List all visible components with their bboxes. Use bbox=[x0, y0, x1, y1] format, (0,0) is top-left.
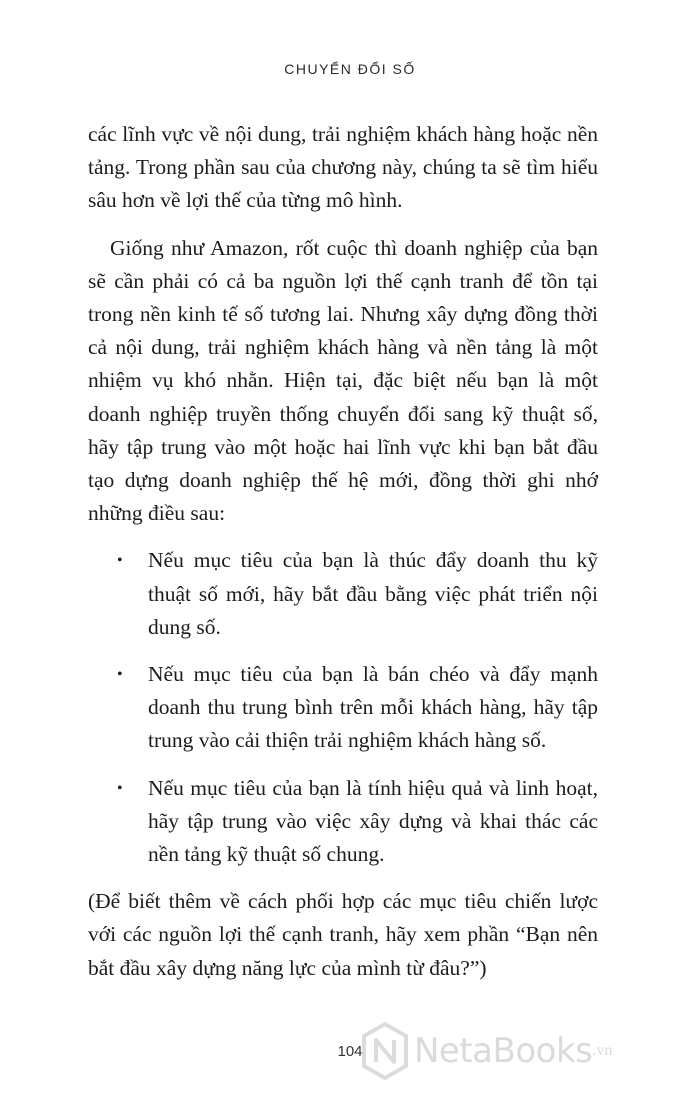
paragraph-closing-note: (Để biết thêm về cách phối hợp các mục tiêu chiến lược với các nguồn lợi thế cạnh tranh, hãy xem phần “Bạn nên bắt đầu xây dựng năng lực của mình từ đâu?”) bbox=[88, 889, 598, 980]
list-item bbox=[88, 544, 598, 644]
bullet-dot: • bbox=[117, 552, 123, 570]
paragraph-amazon: Giống như Amazon, rốt cuộc thì doanh nghiệp của bạn sẽ cần phải có cả ba nguồn lợi thế cạnh tranh để tồn tại trong nền kinh tế số tương lai. Nhưng xây dựng đồng thời cả nội dung, trải nghiệm khách hàng và nền tảng là một nhiệm vụ khó nhằn. Hiện tại, đặc biệt nếu bạn là một doanh nghiệp truyền thống chuyển đổi sang kỹ thuật số, hãy tập trung vào một hoặc hai lĩnh vực khi bạn bắt đầu tạo dựng doanh nghiệp thế hệ mới, đồng thời ghi nhớ những điều sau: bbox=[88, 235, 598, 526]
list-item bbox=[88, 658, 598, 758]
page-body bbox=[88, 118, 598, 999]
bullet-dot: • bbox=[117, 666, 123, 684]
bullet-dot: • bbox=[117, 779, 123, 797]
page-number: 104 bbox=[337, 1043, 363, 1060]
list-item bbox=[88, 772, 598, 872]
bullet-list bbox=[88, 544, 598, 871]
paragraph-continuation: các lĩnh vực về nội dung, trải nghiệm khách hàng hoặc nền tảng. Trong phần sau của chương này, chúng ta sẽ tìm hiểu sâu hơn về lợi thế của từng mô hình. bbox=[88, 122, 598, 213]
watermark bbox=[362, 1022, 612, 1080]
list-item-text: Nếu mục tiêu của bạn là bán chéo và đẩy mạnh doanh thu trung bình trên mỗi khách hàng, hãy tập trung vào cải thiện trải nghiệm khách hàng số. bbox=[148, 662, 598, 753]
list-item-text: Nếu mục tiêu của bạn là thúc đẩy doanh thu kỹ thuật số mới, hãy bắt đầu bằng việc phát triển nội dung số. bbox=[148, 548, 598, 639]
list-item-text: Nếu mục tiêu của bạn là tính hiệu quả và linh hoạt, hãy tập trung vào việc xây dựng và khai thác các nền tảng kỹ thuật số chung. bbox=[148, 775, 598, 867]
running-header: CHUYỂN ĐỔI SỐ bbox=[284, 61, 416, 77]
watermark-suffix: .vn bbox=[592, 1042, 613, 1059]
watermark-brand: NetaBooks bbox=[414, 1031, 593, 1071]
netabooks-logo-icon bbox=[362, 1022, 408, 1080]
